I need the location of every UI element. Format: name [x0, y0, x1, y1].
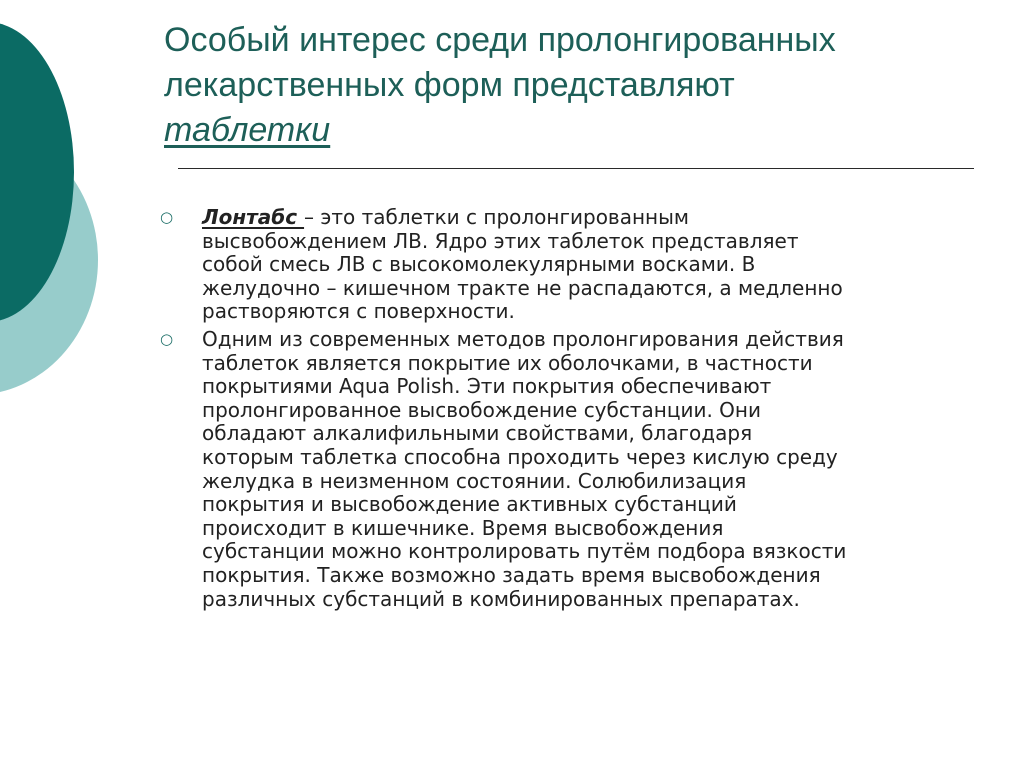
title-line-2: лекарственных форм представляют [164, 66, 735, 104]
bullet-text-line: Одним из современных методов пролонгирования действия [202, 326, 844, 351]
bullet-text-line: происходит в кишечнике. Время высвобождения [202, 515, 724, 540]
bullet-text-line: растворяются с поверхности. [202, 299, 515, 324]
circle-bullet-icon: ○ [160, 329, 174, 348]
bullet-text-line: высвобождением ЛВ. Ядро этих таблеток представляет [202, 228, 799, 253]
bullet-text-line: субстанции можно контролировать путём подбора вязкости [202, 539, 847, 564]
bullet-text-line: желудочно – кишечном тракте не распадаются, а медленно [202, 275, 843, 300]
bullet-item-coatings [160, 328, 980, 611]
slide-title [164, 18, 984, 153]
bullet-text-line: – это таблетки с пролонгированным [304, 205, 690, 229]
bullet-item-lontabs [160, 206, 980, 324]
bullet-text-line: обладают алкалифильными свойствами, благодаря [202, 421, 753, 446]
bullet-term: Лонтабс [202, 205, 305, 229]
bullet-text-line: собой смесь ЛВ с высокомолекулярными восками. В [202, 252, 756, 277]
bullet-text-line: покрытия. Также возможно задать время высвобождения [202, 562, 821, 587]
bullet-text-line: различных субстанций в комбинированных препаратах. [202, 586, 800, 611]
bullet-text-line: таблеток является покрытие их оболочками, в частности [202, 350, 813, 375]
bullet-text-line: пролонгированное высвобождение субстанции. Они [202, 397, 761, 422]
title-line-1: Особый интерес среди пролонгированных [164, 21, 836, 59]
bullet-text-line: покрытия и высвобождение активных субстанций [202, 492, 737, 517]
title-emphasis: таблетки [164, 111, 331, 149]
bullet-text-line: которым таблетка способна проходить через кислую среду [202, 444, 838, 469]
bullet-text-line: желудка в неизменном состоянии. Солюбилизация [202, 468, 747, 493]
bullet-text-line: покрытиями Aqua Polish. Эти покрытия обеспечивают [202, 374, 772, 399]
title-divider [178, 168, 974, 169]
bullet-list [160, 206, 980, 615]
circle-bullet-icon: ○ [160, 208, 174, 226]
